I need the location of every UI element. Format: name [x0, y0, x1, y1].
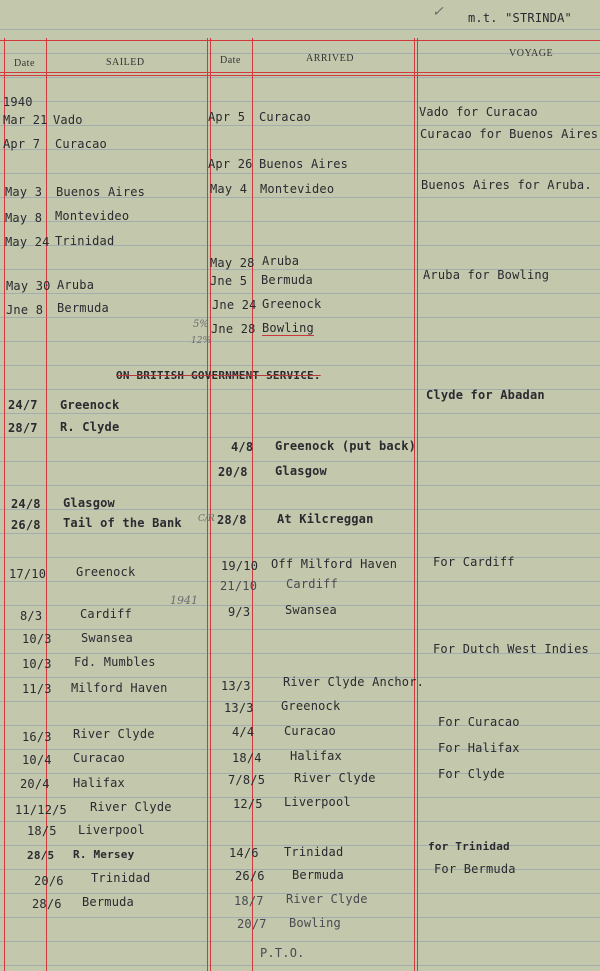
arrived-date: 26/6 — [235, 869, 265, 883]
voyage: For Bermuda — [434, 862, 516, 876]
sailed-date: 16/3 — [22, 730, 52, 744]
col-rule-arrived-2 — [417, 38, 418, 971]
arrived-port: Glasgow — [275, 464, 327, 478]
arrived-port: Curacao — [259, 110, 311, 124]
voyage: For Halifax — [438, 741, 520, 755]
sailed-date: 10/4 — [22, 753, 52, 767]
sailed-date: Jne 8 — [6, 303, 44, 317]
arrived-date: 28/8 — [217, 513, 247, 527]
service-heading: ON BRITISH GOVERNMENT SERVICE. — [116, 369, 321, 382]
arrived-date: 19/10 — [221, 559, 259, 573]
sailed-port: Aruba — [57, 278, 95, 292]
sailed-port: Trinidad — [55, 234, 115, 248]
arrived-date: 18/4 — [232, 751, 262, 765]
arrived-date: 12/5 — [233, 797, 263, 811]
sailed-date: 11/3 — [22, 682, 52, 696]
arrived-port: Swansea — [285, 603, 337, 617]
arrived-date: May 4 — [210, 182, 248, 196]
arrived-port: Aruba — [262, 254, 300, 268]
arrived-date: Apr 26 — [208, 157, 253, 171]
arrived-port: Greenock — [262, 297, 322, 311]
arrived-port: Trinidad — [284, 845, 344, 859]
sailed-date: May 8 — [5, 211, 43, 225]
year-1940: 1940 — [3, 95, 33, 109]
arrived-date: Apr 5 — [208, 110, 246, 124]
voyage: For Clyde — [438, 767, 505, 781]
voyage: Clyde for Abadan — [426, 388, 545, 402]
arrived-date: 13/3 — [224, 701, 254, 715]
pencil-note: 12% — [191, 336, 212, 346]
arrived-port: Off Milford Haven — [271, 557, 398, 571]
col-header-sailed: SAILED — [106, 57, 145, 68]
voyage: For Curacao — [438, 715, 520, 729]
sailed-date: 10/3 — [22, 632, 52, 646]
arrived-port: Halifax — [290, 749, 342, 763]
sailed-date: 20/6 — [34, 874, 64, 888]
header-bottom-rule-2 — [0, 75, 600, 76]
arrived-port: Liverpool — [284, 795, 351, 809]
header-bottom-rule — [0, 72, 600, 73]
arrived-date: 18/7 — [234, 894, 264, 908]
col-rule-sailed — [207, 38, 208, 971]
arrived-date: 9/3 — [228, 605, 251, 619]
col-header-sailed-date: Date — [14, 58, 35, 69]
arrived-port: Cardiff — [286, 577, 338, 591]
arrived-port: At Kilcreggan — [277, 512, 374, 526]
voyage: For Dutch West Indies — [433, 642, 589, 656]
arrived-date: 20/8 — [218, 465, 248, 479]
sailed-port: Glasgow — [63, 496, 115, 510]
sailed-port: Greenock — [76, 565, 136, 579]
col-rule-left — [4, 38, 5, 971]
sailed-date: May 24 — [5, 235, 50, 249]
sailed-date: 20/4 — [20, 777, 50, 791]
sailed-date: 17/10 — [9, 567, 47, 581]
sailed-date: 24/7 — [8, 398, 38, 412]
sailed-port: Bermuda — [57, 301, 109, 315]
pto-note: P.T.O. — [260, 946, 305, 960]
voyage: for Trinidad — [428, 840, 510, 853]
arrived-port: River Clyde Anchor. — [283, 675, 425, 689]
arrived-port: Montevideo — [260, 182, 335, 196]
sailed-port: Milford Haven — [71, 681, 168, 695]
sailed-date: 18/5 — [27, 824, 57, 838]
arrived-date: 20/7 — [237, 917, 267, 931]
arrived-port: River Clyde — [286, 892, 368, 906]
sailed-port: Liverpool — [78, 823, 145, 837]
sailed-date: 28/6 — [32, 897, 62, 911]
arrived-date: 14/6 — [229, 846, 259, 860]
arrived-port: Bowling — [289, 916, 341, 930]
pencil-note: C/R — [198, 514, 215, 524]
sailed-date: 28/7 — [8, 421, 38, 435]
voyage: Curacao for Buenos Aires — [420, 127, 599, 141]
sailed-port: R. Mersey — [73, 848, 135, 861]
arrived-port: Bowling — [262, 321, 314, 335]
sailed-port: Trinidad — [91, 871, 151, 885]
year-1941: 1941 — [170, 594, 198, 607]
arrived-port: Bermuda — [261, 273, 313, 287]
col-rule-arrived — [414, 38, 415, 971]
col-header-arrived: ARRIVED — [306, 53, 354, 64]
sailed-port: Montevideo — [55, 209, 130, 223]
sailed-date: Mar 21 — [3, 113, 48, 127]
sailed-port: Vado — [53, 113, 83, 127]
sailed-port: Swansea — [81, 631, 133, 645]
voyage: Aruba for Bowling — [423, 268, 550, 282]
sailed-date: 8/3 — [20, 609, 43, 623]
arrived-date: Jne 24 — [212, 298, 257, 312]
arrived-date: 4/4 — [232, 725, 255, 739]
sailed-port: Bermuda — [82, 895, 134, 909]
col-header-voyage: VOYAGE — [509, 48, 554, 59]
sailed-date: 28/5 — [27, 849, 55, 862]
arrived-port: Buenos Aires — [259, 157, 349, 171]
ship-name: m.t. "STRINDA" — [468, 11, 572, 25]
sailed-date: May 30 — [6, 279, 51, 293]
sailed-port: Greenock — [60, 398, 120, 412]
arrived-port: Curacao — [284, 724, 336, 738]
col-rule-arrived-date — [252, 38, 253, 971]
arrived-date: Jne 28 — [211, 322, 256, 336]
sailed-port: Fd. Mumbles — [74, 655, 156, 669]
sailed-date: 24/8 — [11, 497, 41, 511]
voyage: For Cardiff — [433, 555, 515, 569]
sailed-port: Tail of the Bank — [63, 516, 182, 530]
voyage: Buenos Aires for Aruba. — [421, 178, 592, 192]
sailed-port: R. Clyde — [60, 420, 120, 434]
arrived-port: Greenock (put back) — [275, 439, 417, 453]
header-top-rule — [0, 40, 600, 41]
col-rule-sailed-2 — [210, 38, 211, 971]
arrived-date: 4/8 — [231, 440, 254, 454]
arrived-date: Jne 5 — [210, 274, 248, 288]
sailed-date: Apr 7 — [3, 137, 41, 151]
arrived-port: River Clyde — [294, 771, 376, 785]
arrived-date: May 28 — [210, 256, 255, 270]
pencil-note: 5% — [193, 319, 209, 330]
arrived-port: Bermuda — [292, 868, 344, 882]
voyage: Vado for Curacao — [419, 105, 538, 119]
sailed-port: Curacao — [55, 137, 107, 151]
tick-mark: ✓ — [432, 4, 444, 20]
sailed-date: 11/12/5 — [15, 803, 67, 817]
sailed-port: River Clyde — [73, 727, 155, 741]
sailed-port: Curacao — [73, 751, 125, 765]
sailed-port: River Clyde — [90, 800, 172, 814]
arrived-date: 21/10 — [220, 579, 258, 593]
arrived-port: Greenock — [281, 699, 341, 713]
arrived-date: 7/8/5 — [228, 773, 266, 787]
sailed-date: May 3 — [5, 185, 43, 199]
sailed-date: 26/8 — [11, 518, 41, 532]
sailed-port: Halifax — [73, 776, 125, 790]
col-header-arrived-date: Date — [220, 55, 241, 66]
sailed-port: Cardiff — [80, 607, 132, 621]
sailed-port: Buenos Aires — [56, 185, 146, 199]
sailed-date: 10/3 — [22, 657, 52, 671]
arrived-date: 13/3 — [221, 679, 251, 693]
